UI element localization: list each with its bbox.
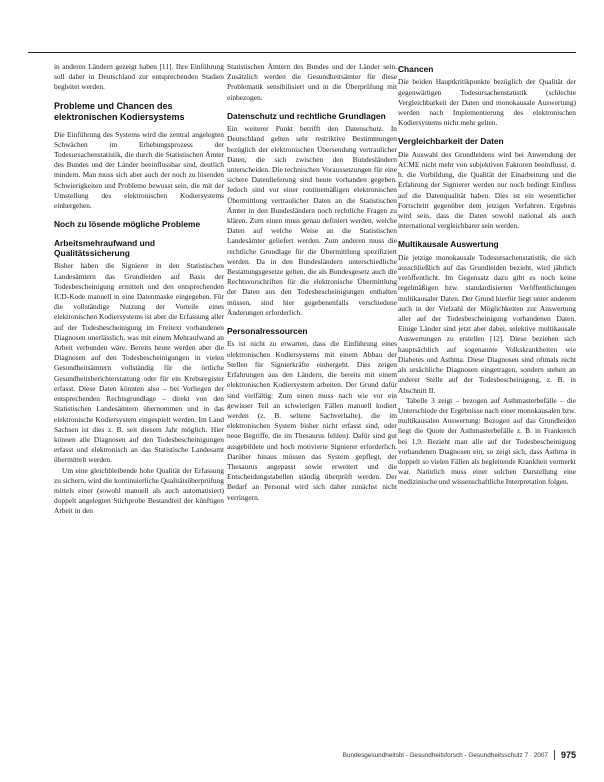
header-rule <box>28 52 576 53</box>
paragraph: in anderen Ländern gezeigt haben [11]. Ihre Einführung soll daher in Deutschland zur entsprechenden Stadien begleitet werden. <box>54 62 224 92</box>
column-left <box>54 62 224 517</box>
paragraph: Ein weiterer Punkt betrifft den Datenschutz. In Deutschland gelten sehr restriktive Bestimmungen bezüglich der elektronischen Übersendung vertraulicher Daten, die sich zwischen den Bundesländern unterscheiden. Die technischen Voraussetzungen für eine sichere Datenlieferung sind heute vorhanden gegeben. Jedoch sind vor einer routinemäßigen elektronischen Übermittlung vertraulicher Daten an die Statistischen Ämter in den Bundesländern noch rechtliche Fragen zu klären. Zum einen muss genau definiert werden, welche Daten auf welche Weise an die Statistischen Landesämter geliefert werden. Zum anderen muss die rechtliche Grundlage für die Übermittlung spezifiziert werden. Da in den Bundesländern unterschiedliche Bestattungsgesetze gelten, die als Bundesgesetz auch die Rechtsvorschriften für die elektronische Übermittlung der Daten aus den Todesbescheinigungen enthalten müssen, sind hier gegebenenfalls verschiedene Änderungen erforderlich. <box>227 124 397 317</box>
journal-citation: Bundesgesundheitsbl - Gesundheitsforsch - Gesundheitsschutz 7 · 2007 <box>342 751 548 759</box>
column-right <box>398 62 576 488</box>
subsection-heading: Multikausale Auswertung <box>398 239 499 250</box>
paragraph: Die beiden Hauptkritikpunkte bezüglich der Qualität der gegenwärtigen Todesursachenstatistik (schlechte Vergleichbarkeit der Daten und monokausale Auswertung) werden nach Implementierung des elektronischen Kodiersystems nicht mehr gelten. <box>398 77 576 128</box>
page-footer <box>300 748 576 762</box>
subsection-heading: Vergleichbarkeit der Daten <box>398 136 504 147</box>
subsection-heading: Arbeitsmehraufwand und Qualitätssicherung <box>54 237 155 259</box>
paragraph: Bisher haben die Signierer in den Statistischen Landesämtern das Grundleiden auf Basis der Todesbescheinigung ermittelt und den entsprechenden ICD-Kode manuell in eine Datenmaske eingegeben. Für die vollständige Nutzung der Vorteile eines elektronischen Kodiersystems ist aber die Erfassung aller auf der Todesbescheinigung im Freitext vorhandenen Diagnosen unerlässlich, was mit einem Mehraufwand an Arbeit verbunden wäre. Bereits heute werden aber die Diagnosen auf den Todesbescheinigungen in vielen Gesundheitsämtern vollständig für die örtliche Gesundheitsberichterstattung oder für ein Krebsregister erfasst. Diese Daten könnten also – bei Vorliegen der entsprechenden Rechtsgrundlage – direkt von den Statistischen Landesämtern übernommen und in das elektronische Kodiersystem eingespielt werden. Im Land Sachsen ist dies z. B. seit diesem Jahr möglich. Hier können alle Diagnosen auf den Todesbescheinigungen erfasst und elektronisch an das Statistische Landesamt übermittelt werden. <box>54 261 224 465</box>
paragraph: Statistischen Ämtern des Bundes und der Länder sein. Zusätzlich werden die Gesundheitsämter für diese Problematik sensibilisiert und in die Überprüfung mit einbezogen. <box>227 62 397 102</box>
subsection-heading: Noch zu lösende mögliche Probleme <box>54 219 201 230</box>
paragraph: Um eine gleichbleibende hohe Qualität der Erfassung zu sichern, wird die kontinuierliche Qualitätsüberprüfung mittels einer (sowohl manuell als auch automatisiert) doppelt angelegten Stichprobe Bestandteil der künftigen Arbeit in den <box>54 465 224 516</box>
page-number: 975 <box>560 750 576 760</box>
paragraph: Tabelle 3 zeigt – bezogen auf Asthmasterbefälle – die Unterschiede der Ergebnisse nach einer monokausalen bzw. multikausalen Auswertung: Bezogen auf das Grundleiden liegt die Quote der Asthmasterbefälle z. B. in Frankreich bei 1,9. Bezieht man alle auf der Todesbescheinigung vorhandenen Diagnosen ein, so zeigt sich, dass Asthma in doppelt so vielen Fällen als begleitende Krankheit vermerkt war. Natürlich muss einer solchen Darstellung eine medizinische und wissenschaftliche Interpretation folgen. <box>398 395 576 487</box>
subsection-heading: Personalressourcen <box>227 326 308 337</box>
paragraph: Die jetzige monokausale Todesursachenstatistik, die sich ausschließlich auf das Grundleiden bezieht, wird jährlich veröffentlicht. Im Gegensatz dazu gibt es noch keine regelmäßigen bzw. standardisierten Veröffentlichungen multikausaler Daten. Der Grund hierfür liegt unter anderem auch in der Vielzahl der Möglichkeiten zur Auswertung aller auf der Todesbescheinigung vorhandenen Daten. Einige Länder sind jetzt aber dabei, selektive multikausale Auswertungen zu erstellen [12]. Diese beziehen sich hauptsächlich auf sogenannte Volkskrankheiten wie Diabetes und Asthma. Diese Diagnosen sind oftmals nicht als ursächliche Diagnosen eingetragen, sondern stehen an anderer Stelle auf der Todesbescheinigung, z. B. in Abschnitt II. <box>398 252 576 395</box>
column-middle <box>227 62 397 503</box>
footer-divider <box>554 750 555 760</box>
subsection-heading: Datenschutz und rechtliche Grundlagen <box>227 110 386 121</box>
paragraph: Die Auswahl des Grundleidens wird bei Anwendung der ACME nicht mehr von subjektiven Faktoren beeinflusst, d. h. die Vorbildung, die Qualität der Einarbeitung und die Erfahrung der Signierer werden nur noch bedingt Einfluss auf die Datenqualität haben. Dies ist ein wesentlicher Fortschritt gegenüber dem jetzigen Verfahren. Ergebnis wird sein, dass die Daten sowohl national als auch international vergleichbarer sein werden. <box>398 149 576 231</box>
subsection-heading: Chancen <box>398 64 434 74</box>
paragraph: Es ist nicht zu erwarten, dass die Einführung eines elektronischen Kodiersystems mit einem Abbau der Stellen für Signierkräfte einhergeht. Dies zeigen Erfahrungen aus den Ländern, die bereits mit einem elektronischen Kodiersystem arbeiten. Der Grund dafür sind vielfältig: Zum einen muss nach wie vor ein gewisser Teil an schwierigen Fällen manuell kodiert werden (z. B. seltene Sachverhalte), die im elektronischen System bisher nicht erfasst sind, oder neue Begriffe, die im Thesaurus fehlen). Dafür sind gut ausgebildete und hoch motivierte Signierer erforderlich. Darüber hinaus müssen das System gepflegt, der Thesaurus angepasst sowie erweitert und die Entscheidungstabellen ständig überprüft werden. Der Bedarf an Personal wird sich daher zunächst nicht verringern. <box>227 339 397 502</box>
section-heading: Probleme und Chancen des elektronischen Kodiersystems <box>54 100 185 122</box>
paragraph: Die Einführung des Systems wird die zentral angelegten Schwächen im Erhebungsprozess der Todesursachenstatistik, die durch die Statistischen Ämter des Bundes und der Länder beeinflussbar sind, deutlich mindern. Man muss sich aber auch der noch zu lösenden Schwierigkeiten und Probleme bewusst sein, die mit der Umstellung des elektronischen Kodiersystems einhergehen. <box>54 129 224 211</box>
